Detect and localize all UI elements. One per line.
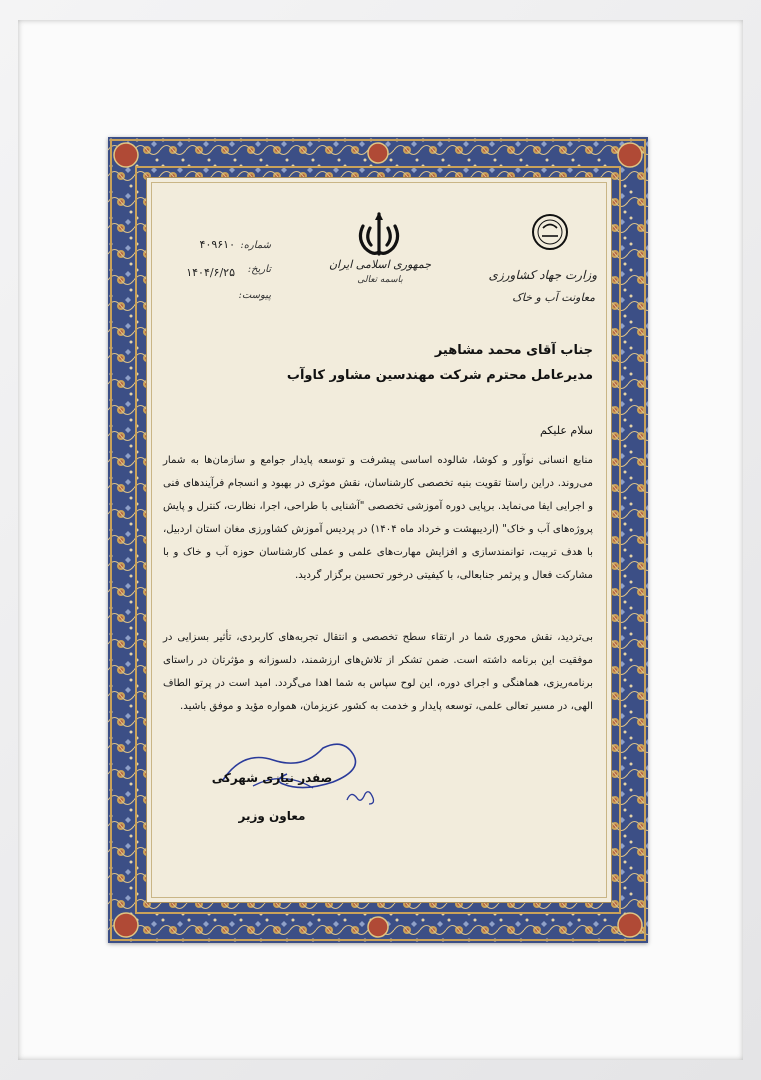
signer-title: معاون وزیر (238, 809, 306, 823)
addressee-name: جناب آقای محمد مشاهیر (434, 343, 593, 358)
greeting: سلام علیکم (539, 424, 593, 437)
ministry-name: وزارت جهاد کشاورزی (488, 268, 597, 282)
number-value: ۴۰۹۶۱۰ (199, 238, 235, 251)
body-paragraph-2: بی‌تردید، نقش محوری شما در ارتقاء سطح تخصصی و انتقال تجربه‌های کاربردی، تأثیر بسزایی در موفقیت این برنامه داشته است. ضمن تشکر از تلاش‌های ارزشمند، دلسوزانه و مؤثرتان در راستای برنامه‌ریزی، هماهنگی و اجرای دوره، این لوح سپاس به شما اهدا می‌گردد. امید است در پرتو الطاف الهی، در مسیر تعالی علمی، توسعه پایدار و خدمت به کشور عزیزمان، همواره مؤید و موفق باشید. (163, 632, 593, 712)
body-paragraph-1: منابع انسانی نوآور و کوشا، شالوده اساسی پیشرفت و توسعه پایدار جوامع و سازمان‌ها به شمار می‌روند. دراین راستا تقویت بنیه تخصصی کارشناسان، نقش موثری در بهبود و انسجام فرآیندهای فنی و اجرایی ایفا می‌نماید. برپایی دوره آموزشی تخصصی "آشنایی با طراحی، اجرا، نظارت، کنترل و پایش پروژه‌های آب و خاک" (اردیبهشت و خرداد ماه ۱۴۰۴) در پردیس آموزش کشاورزی مغان استان اردبیل، با هدف تربیت، توانمندسازی و افزایش مهارت‌های علمی و عملی کارشناسان حوزه آب و خاک و با مشارکت فعال و پرثمر جنابعالی، با کیفیتی درخور تحسین برگزار گردید. (163, 455, 594, 581)
signer-name: صفدر نیازی شهرکی (211, 771, 333, 785)
republic-subtitle: باسمه تعالی (357, 275, 403, 285)
date-label: تاریخ: (247, 264, 271, 275)
republic-name: جمهوری اسلامی ایران (328, 258, 432, 271)
date-value: ۱۴۰۴/۶/۲۵ (186, 266, 235, 279)
addressee-position: مدیرعامل محترم شرکت مهندسین مشاور کاوآب (286, 368, 593, 383)
handwritten-initial-icon (343, 786, 379, 808)
certificate (108, 137, 648, 943)
certificate-paper (146, 177, 612, 903)
number-label: شماره: (240, 240, 271, 251)
attachment-label: پیوست: (238, 290, 271, 301)
jihad-keshavarzi-logo-icon (530, 212, 570, 252)
iran-emblem-icon (353, 208, 405, 260)
deputy-name: معاونت آب و خاک (512, 291, 595, 304)
